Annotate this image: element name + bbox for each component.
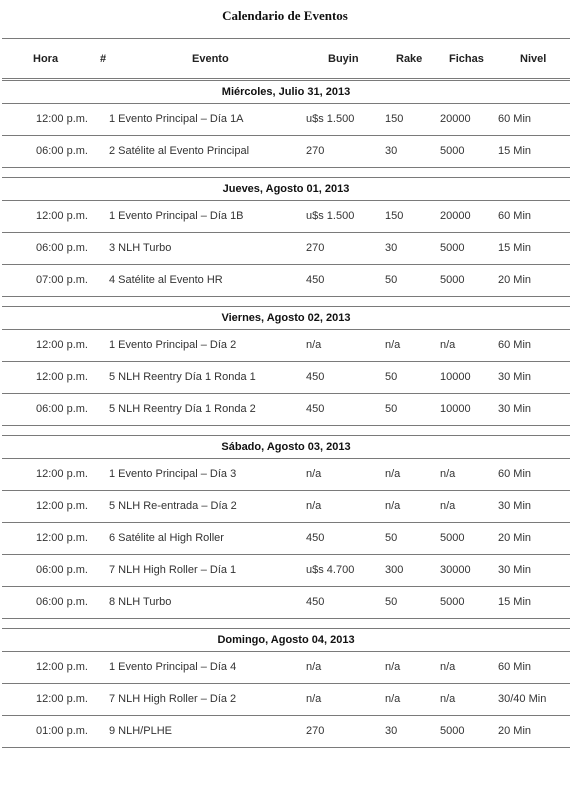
cell-hora: 12:00 p.m. bbox=[36, 339, 88, 351]
cell-fichas: 10000 bbox=[440, 371, 471, 383]
cell-evento: 5 NLH Reentry Día 1 Ronda 2 bbox=[109, 403, 256, 415]
table-row bbox=[0, 652, 574, 684]
table-row bbox=[0, 394, 574, 426]
day-heading: Jueves, Agosto 01, 2013 bbox=[222, 183, 350, 195]
cell-fichas: 5000 bbox=[440, 532, 465, 544]
cell-rake: 50 bbox=[385, 596, 398, 608]
cell-evento: 7 NLH High Roller – Día 1 bbox=[109, 564, 237, 576]
column-header-fichas: Fichas bbox=[449, 53, 484, 65]
cell-fichas: 10000 bbox=[440, 403, 471, 415]
cell-rake: 50 bbox=[385, 274, 398, 286]
cell-hora: 12:00 p.m. bbox=[36, 500, 88, 512]
table-row bbox=[0, 104, 574, 136]
cell-nivel: 30 Min bbox=[498, 403, 532, 415]
page-title: Calendario de Eventos bbox=[222, 8, 348, 23]
cell-hora: 06:00 p.m. bbox=[36, 145, 88, 157]
cell-evento: 6 Satélite al High Roller bbox=[109, 532, 224, 544]
cell-nivel: 15 Min bbox=[498, 242, 532, 254]
table-row bbox=[0, 523, 574, 555]
cell-buyin: u$s 1.500 bbox=[306, 113, 355, 125]
cell-buyin: 270 bbox=[306, 242, 325, 254]
cell-nivel: 30 Min bbox=[498, 500, 532, 512]
column-header-rake: Rake bbox=[396, 53, 423, 65]
cell-nivel: 15 Min bbox=[498, 596, 532, 608]
table-row bbox=[0, 136, 574, 168]
cell-rake: 300 bbox=[385, 564, 404, 576]
header-top-rule bbox=[2, 38, 570, 39]
cell-buyin: n/a bbox=[306, 500, 322, 512]
cell-hora: 12:00 p.m. bbox=[36, 371, 88, 383]
cell-buyin: 450 bbox=[306, 596, 325, 608]
row-rule bbox=[2, 425, 570, 426]
table-row bbox=[0, 555, 574, 587]
cell-nivel: 30/40 Min bbox=[498, 693, 547, 705]
cell-buyin: 450 bbox=[306, 274, 325, 286]
cell-rake: n/a bbox=[385, 468, 401, 480]
cell-hora: 12:00 p.m. bbox=[36, 468, 88, 480]
table-row bbox=[0, 491, 574, 523]
row-rule bbox=[2, 296, 570, 297]
row-rule bbox=[2, 618, 570, 619]
column-header-nivel: Nivel bbox=[520, 53, 547, 65]
cell-rake: 30 bbox=[385, 725, 398, 737]
cell-nivel: 20 Min bbox=[498, 725, 532, 737]
cell-buyin: n/a bbox=[306, 339, 322, 351]
cell-nivel: 30 Min bbox=[498, 564, 532, 576]
table-row bbox=[0, 459, 574, 491]
cell-fichas: n/a bbox=[440, 661, 456, 673]
cell-fichas: 5000 bbox=[440, 725, 465, 737]
cell-nivel: 20 Min bbox=[498, 532, 532, 544]
cell-buyin: n/a bbox=[306, 661, 322, 673]
cell-rake: n/a bbox=[385, 500, 401, 512]
header-bottom-rule bbox=[2, 78, 570, 79]
cell-fichas: 5000 bbox=[440, 274, 465, 286]
cell-evento: 5 NLH Re-entrada – Día 2 bbox=[109, 500, 237, 512]
cell-nivel: 20 Min bbox=[498, 274, 532, 286]
day-heading: Sábado, Agosto 03, 2013 bbox=[221, 441, 351, 453]
table-row bbox=[0, 587, 574, 619]
table-row bbox=[0, 233, 574, 265]
cell-rake: 50 bbox=[385, 371, 398, 383]
cell-rake: 50 bbox=[385, 532, 398, 544]
cell-buyin: 450 bbox=[306, 371, 325, 383]
cell-nivel: 60 Min bbox=[498, 468, 532, 480]
cell-rake: 50 bbox=[385, 403, 398, 415]
cell-hora: 12:00 p.m. bbox=[36, 661, 88, 673]
row-rule bbox=[2, 167, 570, 168]
cell-hora: 12:00 p.m. bbox=[36, 532, 88, 544]
cell-hora: 01:00 p.m. bbox=[36, 725, 88, 737]
table-row bbox=[0, 330, 574, 362]
cell-fichas: 20000 bbox=[440, 210, 471, 222]
table-row bbox=[0, 201, 574, 233]
cell-evento: 1 Evento Principal – Día 1A bbox=[109, 113, 244, 125]
cell-fichas: 5000 bbox=[440, 242, 465, 254]
cell-fichas: 30000 bbox=[440, 564, 471, 576]
cell-hora: 12:00 p.m. bbox=[36, 113, 88, 125]
day-heading: Miércoles, Julio 31, 2013 bbox=[221, 86, 351, 98]
table-row bbox=[0, 362, 574, 394]
cell-rake: 30 bbox=[385, 145, 398, 157]
cell-hora: 07:00 p.m. bbox=[36, 274, 88, 286]
cell-hora: 06:00 p.m. bbox=[36, 596, 88, 608]
cell-buyin: u$s 1.500 bbox=[306, 210, 355, 222]
day-heading: Viernes, Agosto 02, 2013 bbox=[221, 312, 351, 324]
cell-evento: 4 Satélite al Evento HR bbox=[109, 274, 223, 286]
cell-fichas: 20000 bbox=[440, 113, 471, 125]
cell-nivel: 60 Min bbox=[498, 113, 532, 125]
cell-hora: 12:00 p.m. bbox=[36, 210, 88, 222]
cell-evento: 2 Satélite al Evento Principal bbox=[109, 145, 250, 157]
cell-fichas: 5000 bbox=[440, 596, 465, 608]
cell-nivel: 15 Min bbox=[498, 145, 532, 157]
cell-buyin: n/a bbox=[306, 693, 322, 705]
cell-evento: 5 NLH Reentry Día 1 Ronda 1 bbox=[109, 371, 256, 383]
cell-hora: 06:00 p.m. bbox=[36, 403, 88, 415]
table-row bbox=[0, 684, 574, 716]
cell-rake: n/a bbox=[385, 661, 401, 673]
cell-rake: 30 bbox=[385, 242, 398, 254]
cell-nivel: 60 Min bbox=[498, 339, 532, 351]
cell-buyin: 450 bbox=[306, 403, 325, 415]
table-row bbox=[0, 716, 574, 748]
cell-fichas: 5000 bbox=[440, 145, 465, 157]
day-heading: Domingo, Agosto 04, 2013 bbox=[217, 634, 355, 646]
cell-evento: 1 Evento Principal – Día 1B bbox=[109, 210, 244, 222]
cell-nivel: 60 Min bbox=[498, 661, 532, 673]
cell-rake: n/a bbox=[385, 693, 401, 705]
cell-hora: 12:00 p.m. bbox=[36, 693, 88, 705]
cell-evento: 9 NLH/PLHE bbox=[109, 725, 172, 737]
cell-nivel: 60 Min bbox=[498, 210, 532, 222]
cell-fichas: n/a bbox=[440, 339, 456, 351]
cell-hora: 06:00 p.m. bbox=[36, 242, 88, 254]
cell-buyin: u$s 4.700 bbox=[306, 564, 355, 576]
cell-evento: 3 NLH Turbo bbox=[109, 242, 172, 254]
cell-evento: 7 NLH High Roller – Día 2 bbox=[109, 693, 237, 705]
cell-buyin: n/a bbox=[306, 468, 322, 480]
cell-fichas: n/a bbox=[440, 693, 456, 705]
cell-nivel: 30 Min bbox=[498, 371, 532, 383]
cell-evento: 1 Evento Principal – Día 2 bbox=[109, 339, 237, 351]
cell-buyin: 450 bbox=[306, 532, 325, 544]
cell-fichas: n/a bbox=[440, 468, 456, 480]
column-header-hora: Hora bbox=[33, 53, 59, 65]
cell-buyin: 270 bbox=[306, 725, 325, 737]
cell-rake: 150 bbox=[385, 113, 404, 125]
table-row bbox=[0, 265, 574, 297]
cell-evento: 1 Evento Principal – Día 3 bbox=[109, 468, 237, 480]
cell-evento: 1 Evento Principal – Día 4 bbox=[109, 661, 237, 673]
cell-rake: 150 bbox=[385, 210, 404, 222]
cell-hora: 06:00 p.m. bbox=[36, 564, 88, 576]
row-rule bbox=[2, 747, 570, 748]
column-header-evento: Evento bbox=[192, 53, 229, 65]
cell-fichas: n/a bbox=[440, 500, 456, 512]
column-header-number: # bbox=[100, 53, 107, 65]
cell-evento: 8 NLH Turbo bbox=[109, 596, 172, 608]
cell-rake: n/a bbox=[385, 339, 401, 351]
cell-buyin: 270 bbox=[306, 145, 325, 157]
column-header-buyin: Buyin bbox=[328, 53, 359, 65]
